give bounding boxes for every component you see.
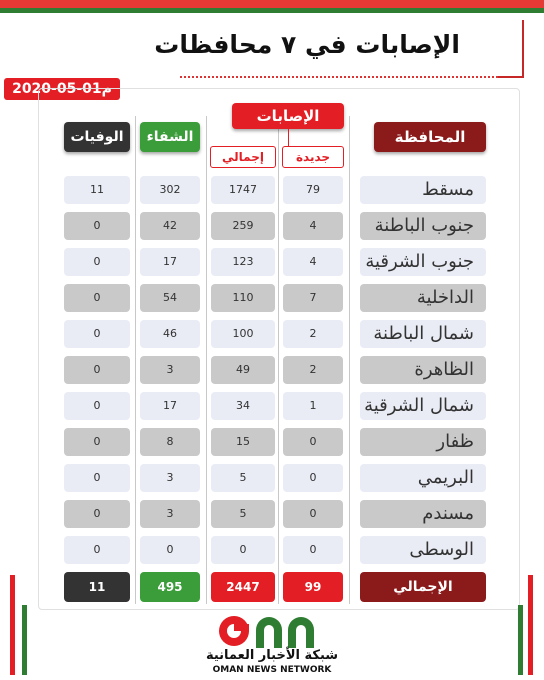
row-new-cases: 0 (283, 428, 343, 456)
row-total-cases: 15 (211, 428, 275, 456)
row-recovered: 46 (140, 320, 200, 348)
row-deaths: 0 (64, 356, 130, 384)
row-recovered: 3 (140, 500, 200, 528)
page-title: الإصابات في ٧ محافظات (154, 30, 460, 59)
column-divider (135, 116, 136, 604)
row-deaths: 0 (64, 320, 130, 348)
row-new-cases: 0 (283, 500, 343, 528)
top-red-bar (0, 0, 544, 8)
row-new-cases: 1 (283, 392, 343, 420)
header-total: إجمالي (210, 146, 276, 168)
totals-total: 2447 (211, 572, 275, 602)
row-deaths: 0 (64, 428, 130, 456)
row-new-cases: 2 (283, 356, 343, 384)
column-divider (349, 116, 350, 604)
row-deaths: 0 (64, 212, 130, 240)
row-governorate: مسندم (360, 500, 486, 528)
row-new-cases: 4 (283, 248, 343, 276)
row-total-cases: 5 (211, 464, 275, 492)
top-green-stripe (0, 8, 544, 13)
decor-green-bar-right (518, 605, 523, 675)
row-recovered: 3 (140, 464, 200, 492)
row-governorate: الوسطى (360, 536, 486, 564)
date-badge: 2020-05-01م (4, 78, 120, 100)
row-recovered: 54 (140, 284, 200, 312)
row-governorate: مسقط (360, 176, 486, 204)
header-deaths: الوفيات (64, 122, 130, 152)
decor-green-bar-left (22, 605, 27, 675)
row-governorate: شمال الباطنة (360, 320, 486, 348)
decor-red-bar-left (10, 575, 15, 675)
totals-label: الإجمالي (360, 572, 486, 602)
header-connector (288, 129, 289, 146)
row-total-cases: 0 (211, 536, 275, 564)
row-recovered: 302 (140, 176, 200, 204)
row-recovered: 0 (140, 536, 200, 564)
totals-deaths: 11 (64, 572, 130, 602)
row-total-cases: 110 (211, 284, 275, 312)
row-governorate: جنوب الباطنة (360, 212, 486, 240)
logo-english-name: OMAN NEWS NETWORK (212, 665, 332, 675)
row-new-cases: 7 (283, 284, 343, 312)
row-governorate: الظاهرة (360, 356, 486, 384)
row-recovered: 17 (140, 392, 200, 420)
totals-new: 99 (283, 572, 343, 602)
header-governorate: المحافظة (374, 122, 486, 152)
row-deaths: 0 (64, 536, 130, 564)
row-recovered: 8 (140, 428, 200, 456)
table-frame (38, 88, 520, 610)
row-total-cases: 5 (211, 500, 275, 528)
row-recovered: 3 (140, 356, 200, 384)
row-total-cases: 49 (211, 356, 275, 384)
logo-arabic-name: شبكة الأخبار العمانية (205, 648, 339, 663)
row-governorate: البريمي (360, 464, 486, 492)
corner-accent-vertical (522, 20, 524, 78)
row-total-cases: 123 (211, 248, 275, 276)
row-deaths: 0 (64, 392, 130, 420)
header-recovered: الشفاء (140, 122, 200, 152)
row-recovered: 17 (140, 248, 200, 276)
row-governorate: الداخلية (360, 284, 486, 312)
row-governorate: شمال الشرقية (360, 392, 486, 420)
row-total-cases: 100 (211, 320, 275, 348)
row-deaths: 0 (64, 248, 130, 276)
corner-accent (498, 76, 524, 78)
onn-logo-icon (216, 612, 328, 650)
decor-red-bar-right (528, 575, 533, 675)
row-governorate: جنوب الشرقية (360, 248, 486, 276)
row-recovered: 42 (140, 212, 200, 240)
row-total-cases: 34 (211, 392, 275, 420)
title-underline (180, 76, 510, 78)
row-governorate: ظفار (360, 428, 486, 456)
row-new-cases: 79 (283, 176, 343, 204)
row-new-cases: 4 (283, 212, 343, 240)
row-deaths: 0 (64, 464, 130, 492)
row-total-cases: 259 (211, 212, 275, 240)
row-new-cases: 2 (283, 320, 343, 348)
column-divider (278, 116, 279, 604)
column-divider (206, 116, 207, 604)
header-infections: الإصابات (232, 103, 344, 129)
row-deaths: 0 (64, 500, 130, 528)
row-total-cases: 1747 (211, 176, 275, 204)
row-deaths: 0 (64, 284, 130, 312)
row-new-cases: 0 (283, 536, 343, 564)
row-deaths: 11 (64, 176, 130, 204)
header-new: جديدة (282, 146, 344, 168)
totals-recovered: 495 (140, 572, 200, 602)
row-new-cases: 0 (283, 464, 343, 492)
